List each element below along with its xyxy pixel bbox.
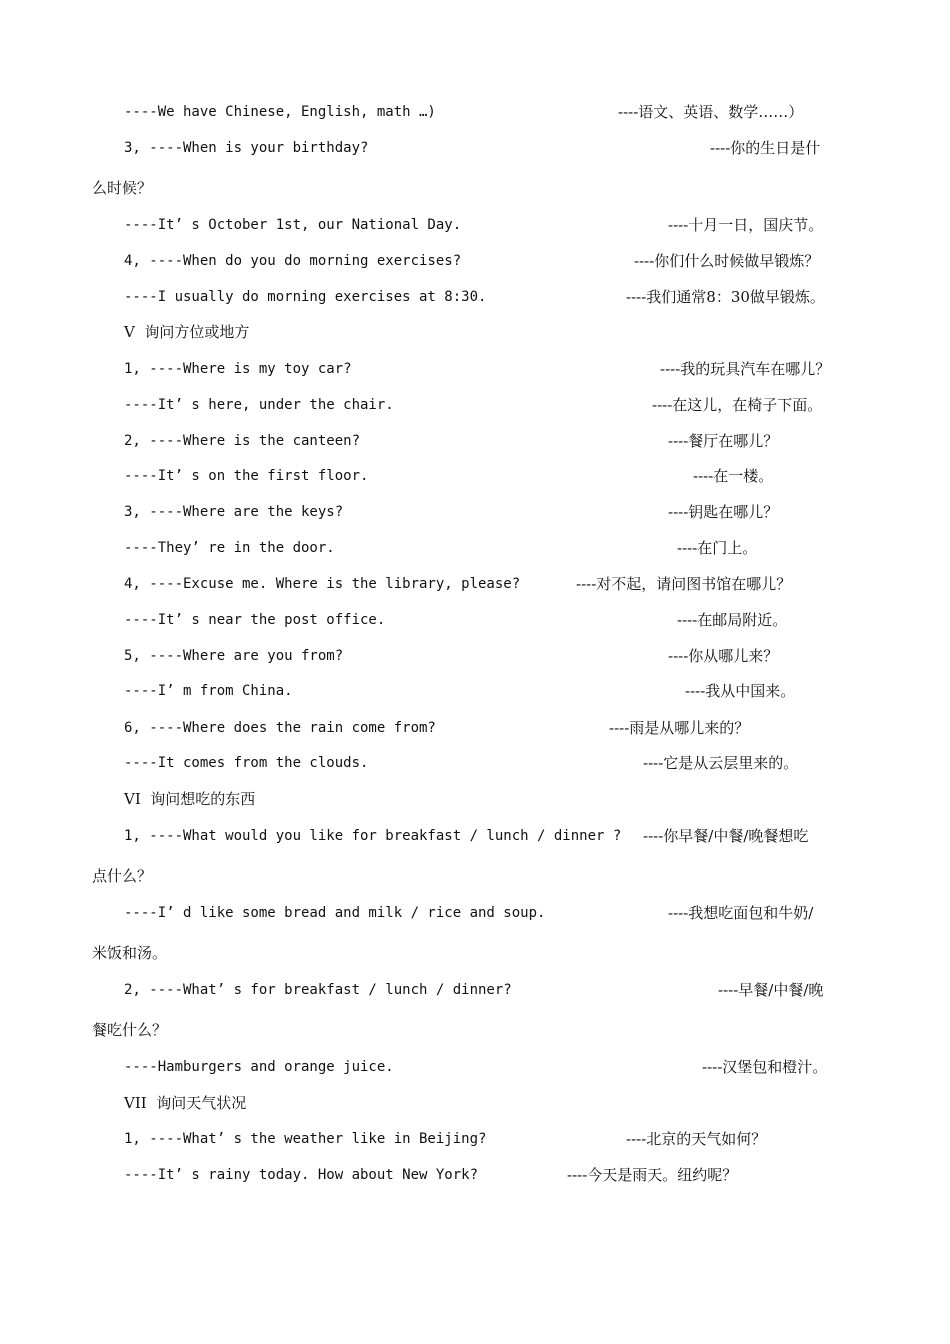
line-19-zh: ----它是从云层里来的。 <box>643 754 799 772</box>
line-29-zh: ----北京的天气如何？ <box>626 1130 767 1148</box>
line-16-zh: ----你从哪儿来？ <box>668 647 779 665</box>
line-27-zh: ----汉堡包和橙汁。 <box>702 1058 828 1076</box>
line-2-zh: ----你的生日是什 <box>710 139 821 157</box>
line-13-en: ----They’ re in the door. <box>124 540 335 556</box>
section-heading-vii: VII 询问天气状况 <box>124 1094 247 1112</box>
line-1-en: ----We have Chinese, English, math …) <box>124 104 436 120</box>
line-18-en: 6, ----Where does the rain come from? <box>124 720 436 736</box>
line-1-zh: ----语文、英语、数学……） <box>618 103 804 121</box>
line-14-zh: ----对不起，请问图书馆在哪儿？ <box>576 575 792 593</box>
line-26-wrap: 餐吃什么？ <box>92 1021 168 1039</box>
section-heading-v: V 询问方位或地方 <box>124 323 250 341</box>
line-22-wrap: 点什么？ <box>92 867 153 885</box>
line-9-en: ----It’ s here, under the chair. <box>124 397 394 413</box>
line-10-en: 2, ----Where is the canteen? <box>124 433 361 449</box>
line-12-zh: ----钥匙在哪儿？ <box>668 503 779 521</box>
line-5-en: 4, ----When do you do morning exercises? <box>124 253 462 269</box>
line-4-zh: ----十月一日，国庆节。 <box>668 216 824 234</box>
line-5-zh: ----你们什么时候做早锻炼？ <box>634 252 820 270</box>
line-25-en: 2, ----What’ s for breakfast / lunch / dinner? <box>124 982 512 998</box>
line-11-zh: ----在一楼。 <box>693 467 774 485</box>
section-heading-vi: VI 询问想吃的东西 <box>124 790 256 808</box>
line-29-en: 1, ----What’ s the weather like in Beijing? <box>124 1131 487 1147</box>
line-14-en: 4, ----Excuse me. Where is the library, please? <box>124 576 521 592</box>
line-3-wrap: 么时候？ <box>92 179 153 197</box>
line-16-en: 5, ----Where are you from? <box>124 648 344 664</box>
line-12-en: 3, ----Where are the keys? <box>124 504 344 520</box>
line-30-zh: ----今天是雨天。纽约呢？ <box>567 1166 738 1184</box>
line-2-en: 3, ----When is your birthday? <box>124 140 369 156</box>
line-6-zh: ----我们通常8：30做早锻炼。 <box>626 288 825 306</box>
line-15-en: ----It’ s near the post office. <box>124 612 386 628</box>
line-23-en: ----I’ d like some bread and milk / rice and soup. <box>124 905 546 921</box>
line-6-en: ----I usually do morning exercises at 8:30. <box>124 289 487 305</box>
line-24-wrap: 米饭和汤。 <box>92 944 168 962</box>
line-17-en: ----I’ m from China. <box>124 683 293 699</box>
line-27-en: ----Hamburgers and orange juice. <box>124 1059 394 1075</box>
line-30-en: ----It’ s rainy today. How about New York? <box>124 1167 479 1183</box>
line-4-en: ----It’ s October 1st, our National Day. <box>124 217 462 233</box>
line-8-zh: ----我的玩具汽车在哪儿？ <box>660 360 831 378</box>
line-15-zh: ----在邮局附近。 <box>677 611 788 629</box>
line-19-en: ----It comes from the clouds. <box>124 755 369 771</box>
line-17-zh: ----我从中国来。 <box>685 682 796 700</box>
line-21-en: 1, ----What would you like for breakfast / lunch / dinner ? <box>124 828 622 844</box>
line-25-zh: ----早餐/中餐/晚 <box>718 981 824 999</box>
line-8-en: 1, ----Where is my toy car? <box>124 361 352 377</box>
line-13-zh: ----在门上。 <box>677 539 758 557</box>
line-21-zh: ----你早餐/中餐/晚餐想吃 <box>643 827 809 845</box>
line-10-zh: ----餐厅在哪儿？ <box>668 432 779 450</box>
line-23-zh: ----我想吃面包和牛奶/ <box>668 904 814 922</box>
line-11-en: ----It’ s on the first floor. <box>124 468 369 484</box>
line-9-zh: ----在这儿，在椅子下面。 <box>652 396 823 414</box>
line-18-zh: ----雨是从哪儿来的？ <box>609 719 750 737</box>
